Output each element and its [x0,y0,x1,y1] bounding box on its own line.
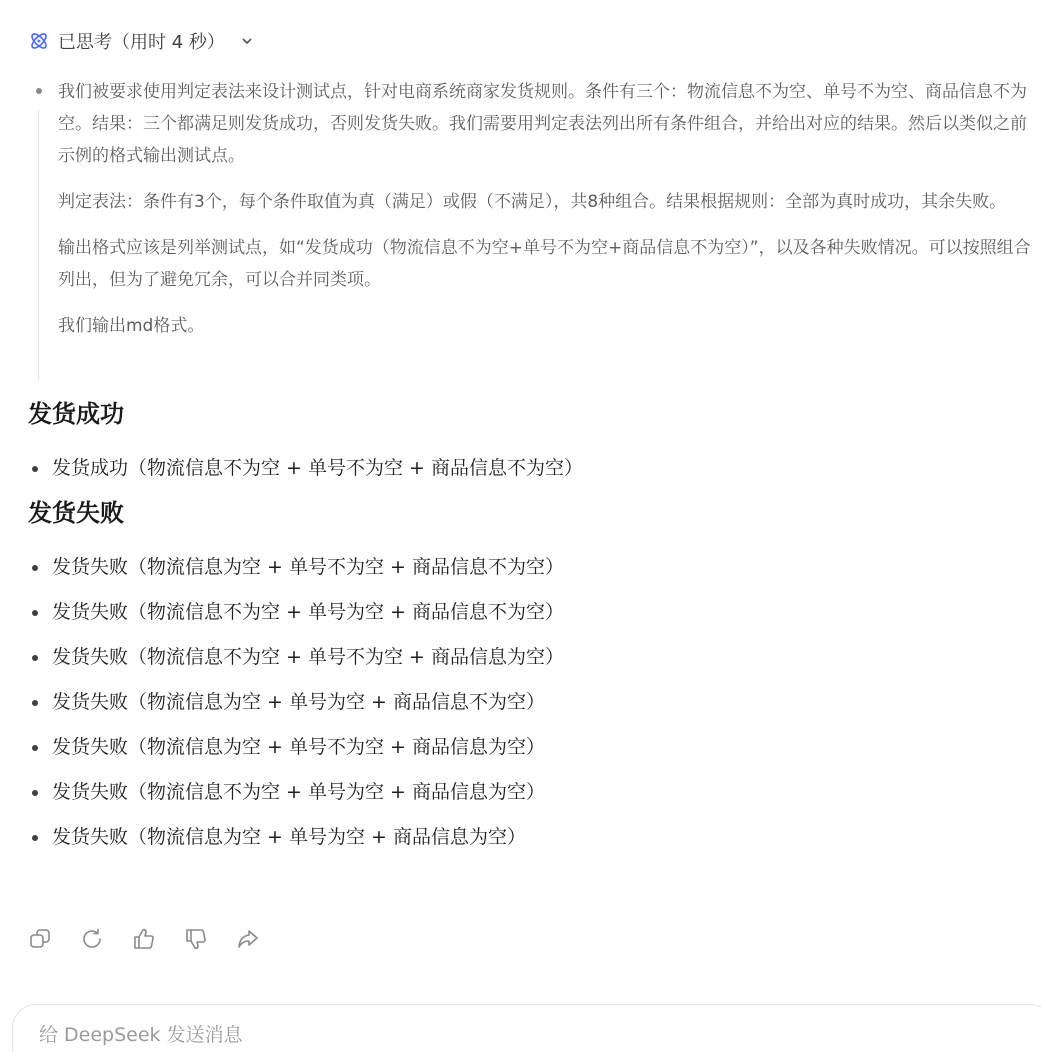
thinking-divider [38,110,39,380]
thinking-paragraph: 判定表法：条件有3个，每个条件取值为真（满足）或假（不满足），共8种组合。结果根据规则：全部为真时成功，其余失败。 [58,192,1007,212]
fail-list [28,545,1033,860]
thinking-toggle[interactable] [28,26,255,56]
thinking-content [58,76,1035,342]
copy-icon[interactable] [28,927,52,951]
message-input[interactable] [37,1023,941,1047]
thinking-label: 已思考（用时 4 秒） [58,32,225,53]
success-heading: 发货成功 [28,400,124,428]
answer-content [28,392,1033,860]
deep-think-icon [28,30,50,52]
thinking-bullet [36,88,42,94]
list-item: 发货失败（物流信息为空 + 单号为空 + 商品信息不为空） [28,680,1033,725]
thinking-paragraph: 输出格式应该是列举测试点，如“发货成功（物流信息不为空+单号不为空+商品信息不为空）”，以及各种失败情况。可以按照组合列出，但为了避免冗余，可以合并同类项。 [58,238,1031,290]
list-item: 发货失败（物流信息不为空 + 单号不为空 + 商品信息为空） [28,635,1033,680]
list-item: 发货成功（物流信息不为空 + 单号不为空 + 商品信息不为空） [28,446,1033,491]
list-item: 发货失败（物流信息为空 + 单号为空 + 商品信息为空） [28,815,1033,860]
list-item: 发货失败（物流信息不为空 + 单号为空 + 商品信息不为空） [28,590,1033,635]
thumbs-down-icon[interactable] [184,927,208,951]
thumbs-up-icon[interactable] [132,927,156,951]
list-item: 发货失败（物流信息为空 + 单号不为空 + 商品信息不为空） [28,545,1033,590]
regenerate-icon[interactable] [80,927,104,951]
share-icon[interactable] [236,927,260,951]
success-list [28,446,1033,491]
thinking-paragraph: 我们输出md格式。 [58,316,205,336]
fail-heading: 发货失败 [28,499,124,527]
chevron-down-icon[interactable] [239,33,255,49]
list-item: 发货失败（物流信息不为空 + 单号为空 + 商品信息为空） [28,770,1033,815]
message-actions [28,927,260,951]
thinking-paragraph: 我们被要求使用判定表法来设计测试点，针对电商系统商家发货规则。条件有三个：物流信息不为空、单号不为空、商品信息不为空。结果：三个都满足则发货成功，否则发货失败。我们需要用判定表法列出所有条件组合，并给出对应的结果。然后以类似之前示例的格式输出测试点。 [58,82,1027,166]
message-input-box[interactable] [12,1004,1041,1052]
list-item: 发货失败（物流信息为空 + 单号不为空 + 商品信息为空） [28,725,1033,770]
thinking-block [30,76,1035,356]
